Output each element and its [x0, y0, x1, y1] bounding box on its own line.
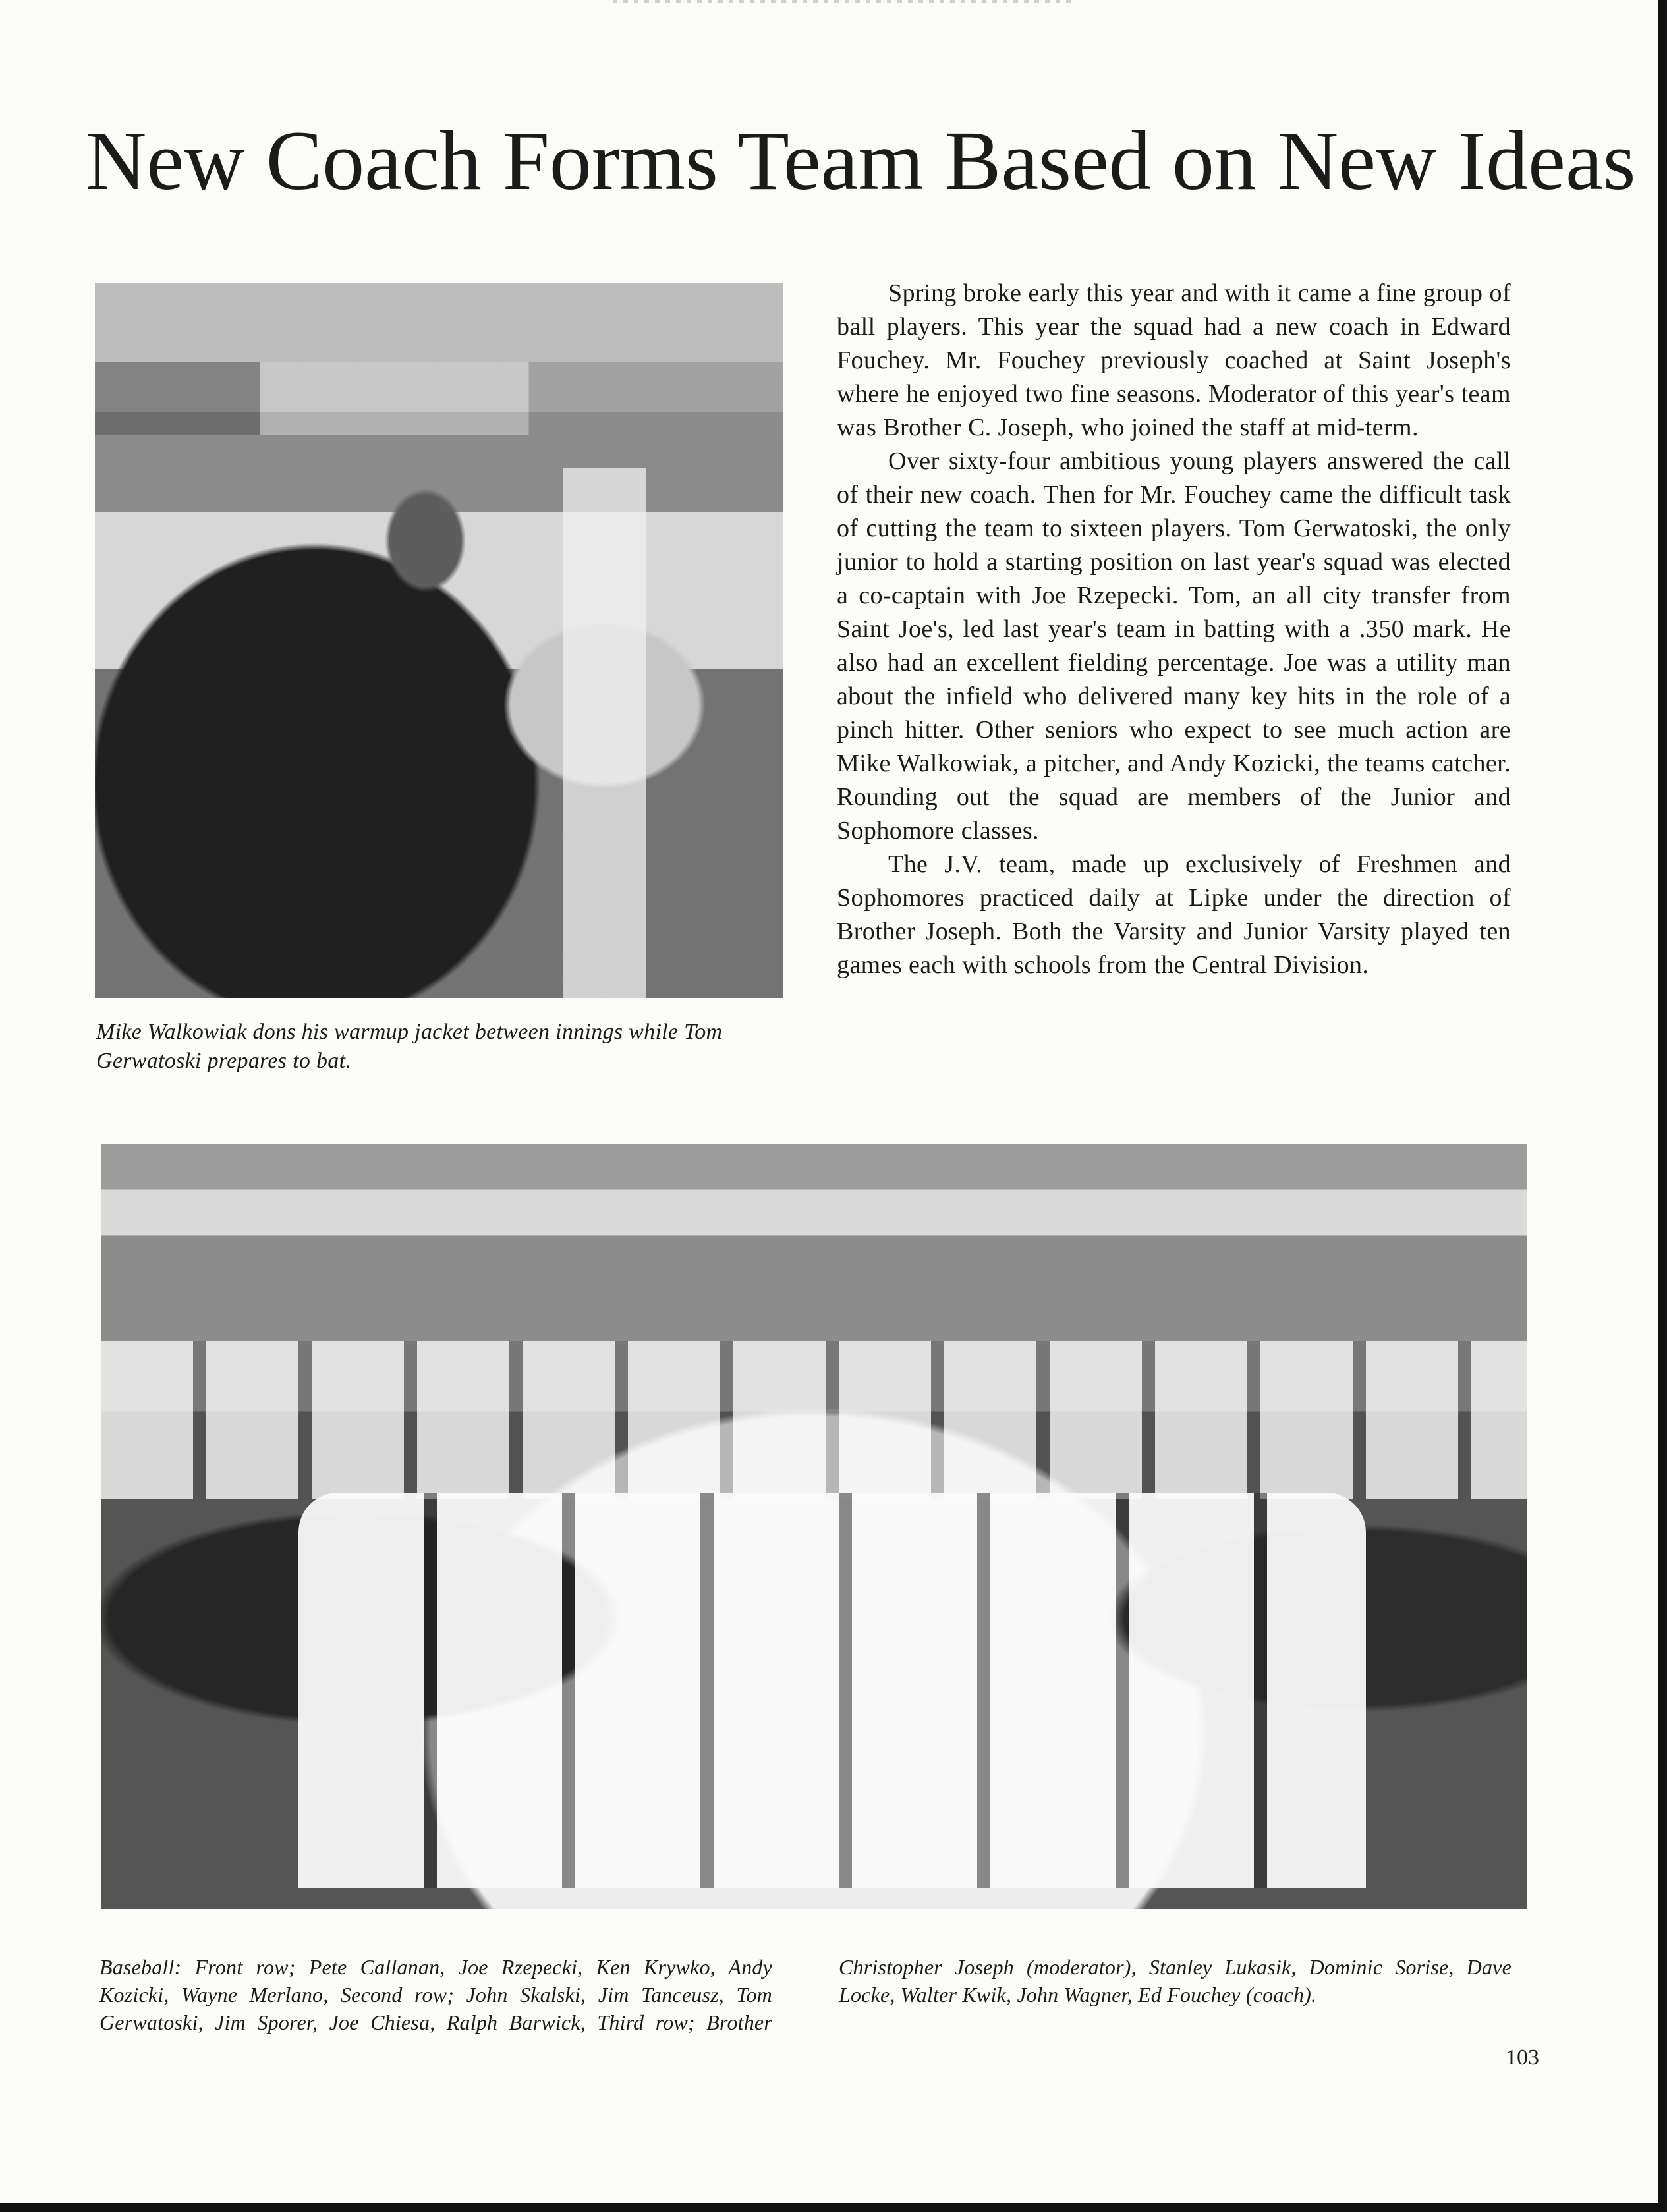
article-paragraph-3: The J.V. team, made up exclusively of Freshmen and Sophomores practiced daily at Lipke under the direction of Brother Joseph. Both the Varsity and Junior Varsity played ten games each with schools from the Central Division. [837, 850, 1511, 979]
baseball-team-photo [101, 1144, 1527, 1909]
page-headline: New Coach Forms Team Based on New Ideas [86, 114, 1636, 207]
page-number: 103 [1506, 2045, 1539, 2070]
article-body [837, 277, 1511, 982]
article-paragraph-2: Over sixty-four ambitious young players answered the call of their new coach. Then for Mr. Fouchey came the difficult task of cutting the team to sixteen players. Tom Gerwatoski, the only junior to hold a starting position on last year's squad was elected a co-captain with Joe Rzepecki. Tom, an all city transfer from Saint Joe's, led last year's team in batting with a .350 mark. He also had an excellent fielding percentage. Joe was a utility man about the infield who delivered many key hits in the role of a pinch hitter. Other seniors who expect to see much action are Mike Walkowiak, a pitcher, and Andy Kozicki, the teams catcher. Rounding out the squad are members of the Junior and Sophomore classes. [837, 447, 1511, 844]
article-paragraph-1: Spring broke early this year and with it came a fine group of ball players. This year the squad had a new coach in Edward Fouchey. Mr. Fouchey previously coached at Saint Joseph's where he enjoyed two fine seasons. Moderator of this year's team was Brother C. Joseph, who joined the staff at mid-term. [837, 279, 1511, 441]
dugout-photo-caption: Mike Walkowiak dons his warmup jacket between innings while Tom Gerwatoski prepares to bat. [96, 1020, 723, 1073]
scan-mark [613, 0, 1074, 3]
dugout-photo [95, 283, 783, 998]
team-photo-caption: Baseball: Front row; Pete Callanan, Joe Rzepecki, Ken Krywko, Andy Kozicki, Wayne Merlano, Second row; John Skalski, Jim Tanceusz, Tom Gerwatoski, Jim Sporer, Joe Chiesa, Ralph Barwick, Third row; Brother Christopher Joseph (moderator), Stanley Lukasik, Dominic Sorise, Dave Locke, Walter Kwik, John Wagner, Ed Fouchey (coach). [99, 1955, 1512, 2034]
